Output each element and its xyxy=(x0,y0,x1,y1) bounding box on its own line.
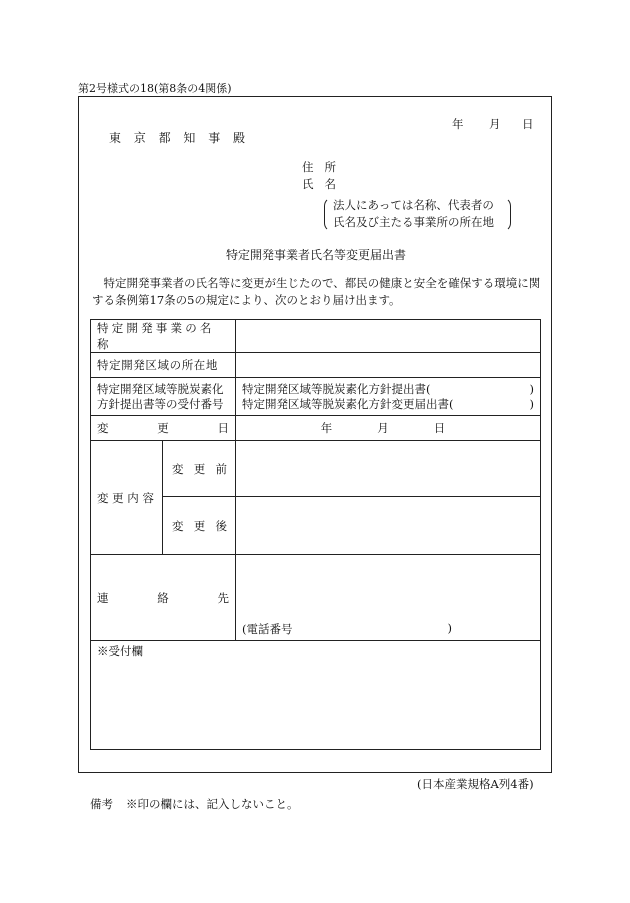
after-char: 後 xyxy=(215,518,227,533)
after-char: 変 xyxy=(172,518,184,533)
plan-number-label-line1: 特定開発区域等脱炭素化 xyxy=(97,381,224,396)
addressee-char: 殿 xyxy=(232,131,245,145)
change-date-field[interactable] xyxy=(236,416,541,441)
contact-char: 連 xyxy=(97,590,109,605)
name-label xyxy=(302,176,336,192)
addressee-char: 東 xyxy=(109,131,122,145)
change-content-label xyxy=(91,441,163,555)
change-date-year: 年 xyxy=(320,421,333,435)
table-row xyxy=(91,353,541,378)
table-row xyxy=(91,416,541,441)
addressee-char: 京 xyxy=(133,131,146,145)
form-title: 特定開発事業者氏名等変更届出書 xyxy=(226,248,407,262)
corporate-note-line2: 氏名及び主たる事業所の所在地 xyxy=(333,215,494,229)
change-date-month: 月 xyxy=(377,421,389,435)
area-location-label xyxy=(91,353,236,378)
change-date-char: 変 xyxy=(97,421,109,435)
before-char: 更 xyxy=(193,461,206,476)
change-date-char: 更 xyxy=(157,421,169,435)
area-location-text: 特定開発区域の所在地 xyxy=(97,358,218,372)
change-content-text: 変 更 内 容 xyxy=(97,490,154,505)
plan-number-label xyxy=(91,378,236,416)
phone-close: ) xyxy=(447,621,452,635)
address-label-char: 所 xyxy=(324,160,336,174)
table-row xyxy=(91,378,541,416)
addressee-char: 都 xyxy=(158,131,171,145)
after-char: 更 xyxy=(193,518,206,533)
plan-number-label-line2: 方針提出書等の受付番号 xyxy=(97,396,224,411)
change-date-day: 日 xyxy=(433,421,446,435)
business-name-field[interactable] xyxy=(236,320,541,353)
addressee-char: 事 xyxy=(208,131,221,145)
after-field[interactable] xyxy=(236,497,541,555)
business-name-label xyxy=(91,320,236,353)
contact-char: 絡 xyxy=(157,590,169,605)
addressee xyxy=(109,129,245,146)
close-paren: ) xyxy=(529,381,534,396)
before-char: 前 xyxy=(215,461,227,476)
remarks-text: ※印の欄には、記入しないこと。 xyxy=(126,797,299,811)
before-field[interactable] xyxy=(236,441,541,497)
change-date-char: 日 xyxy=(217,421,229,435)
reception-label: ※受付欄 xyxy=(97,644,143,658)
plan-change-text: 特定開発区域等脱炭素化方針変更届出書( xyxy=(242,396,454,411)
reception-field xyxy=(91,641,541,750)
contact-label xyxy=(91,555,236,641)
close-paren: ) xyxy=(529,396,534,411)
table-row xyxy=(91,641,541,750)
body-text: 特定開発事業者の氏名等に変更が生じたので、都民の健康と安全を確保する環境に関する条例第17条の5の規定により、次のとおり届け出ます。 xyxy=(92,276,541,307)
plan-submission-text: 特定開発区域等脱炭素化方針提出書( xyxy=(242,381,431,396)
name-label-char: 名 xyxy=(324,177,336,191)
form-number: 第2号様式の18(第8条の4関係) xyxy=(78,82,232,95)
name-label-char: 氏 xyxy=(302,177,314,191)
addressee-char: 知 xyxy=(183,131,196,145)
notification-table xyxy=(90,319,541,750)
address-label xyxy=(302,159,336,175)
change-date-label xyxy=(91,416,236,441)
phone-label: (電話番号 xyxy=(242,622,293,636)
plan-number-field[interactable] xyxy=(236,378,541,416)
date-day: 日 xyxy=(522,117,534,131)
area-location-field[interactable] xyxy=(236,353,541,378)
table-row xyxy=(91,441,541,497)
business-name-text: 特定開発事業の名称 xyxy=(97,321,215,351)
after-label xyxy=(163,497,236,555)
paper-standard: (日本産業規格A列4番) xyxy=(417,777,534,791)
table-row xyxy=(91,320,541,353)
date-year: 年 xyxy=(452,117,464,131)
contact-char: 先 xyxy=(217,590,229,605)
corporate-note-line1: 法人にあっては名称、代表者の xyxy=(333,198,494,212)
date-month: 月 xyxy=(489,117,501,131)
before-label xyxy=(163,441,236,497)
table-row xyxy=(91,555,541,641)
contact-field[interactable] xyxy=(236,555,541,641)
address-label-char: 住 xyxy=(302,160,314,174)
before-char: 変 xyxy=(172,461,184,476)
remarks-label: 備考 xyxy=(90,797,113,811)
